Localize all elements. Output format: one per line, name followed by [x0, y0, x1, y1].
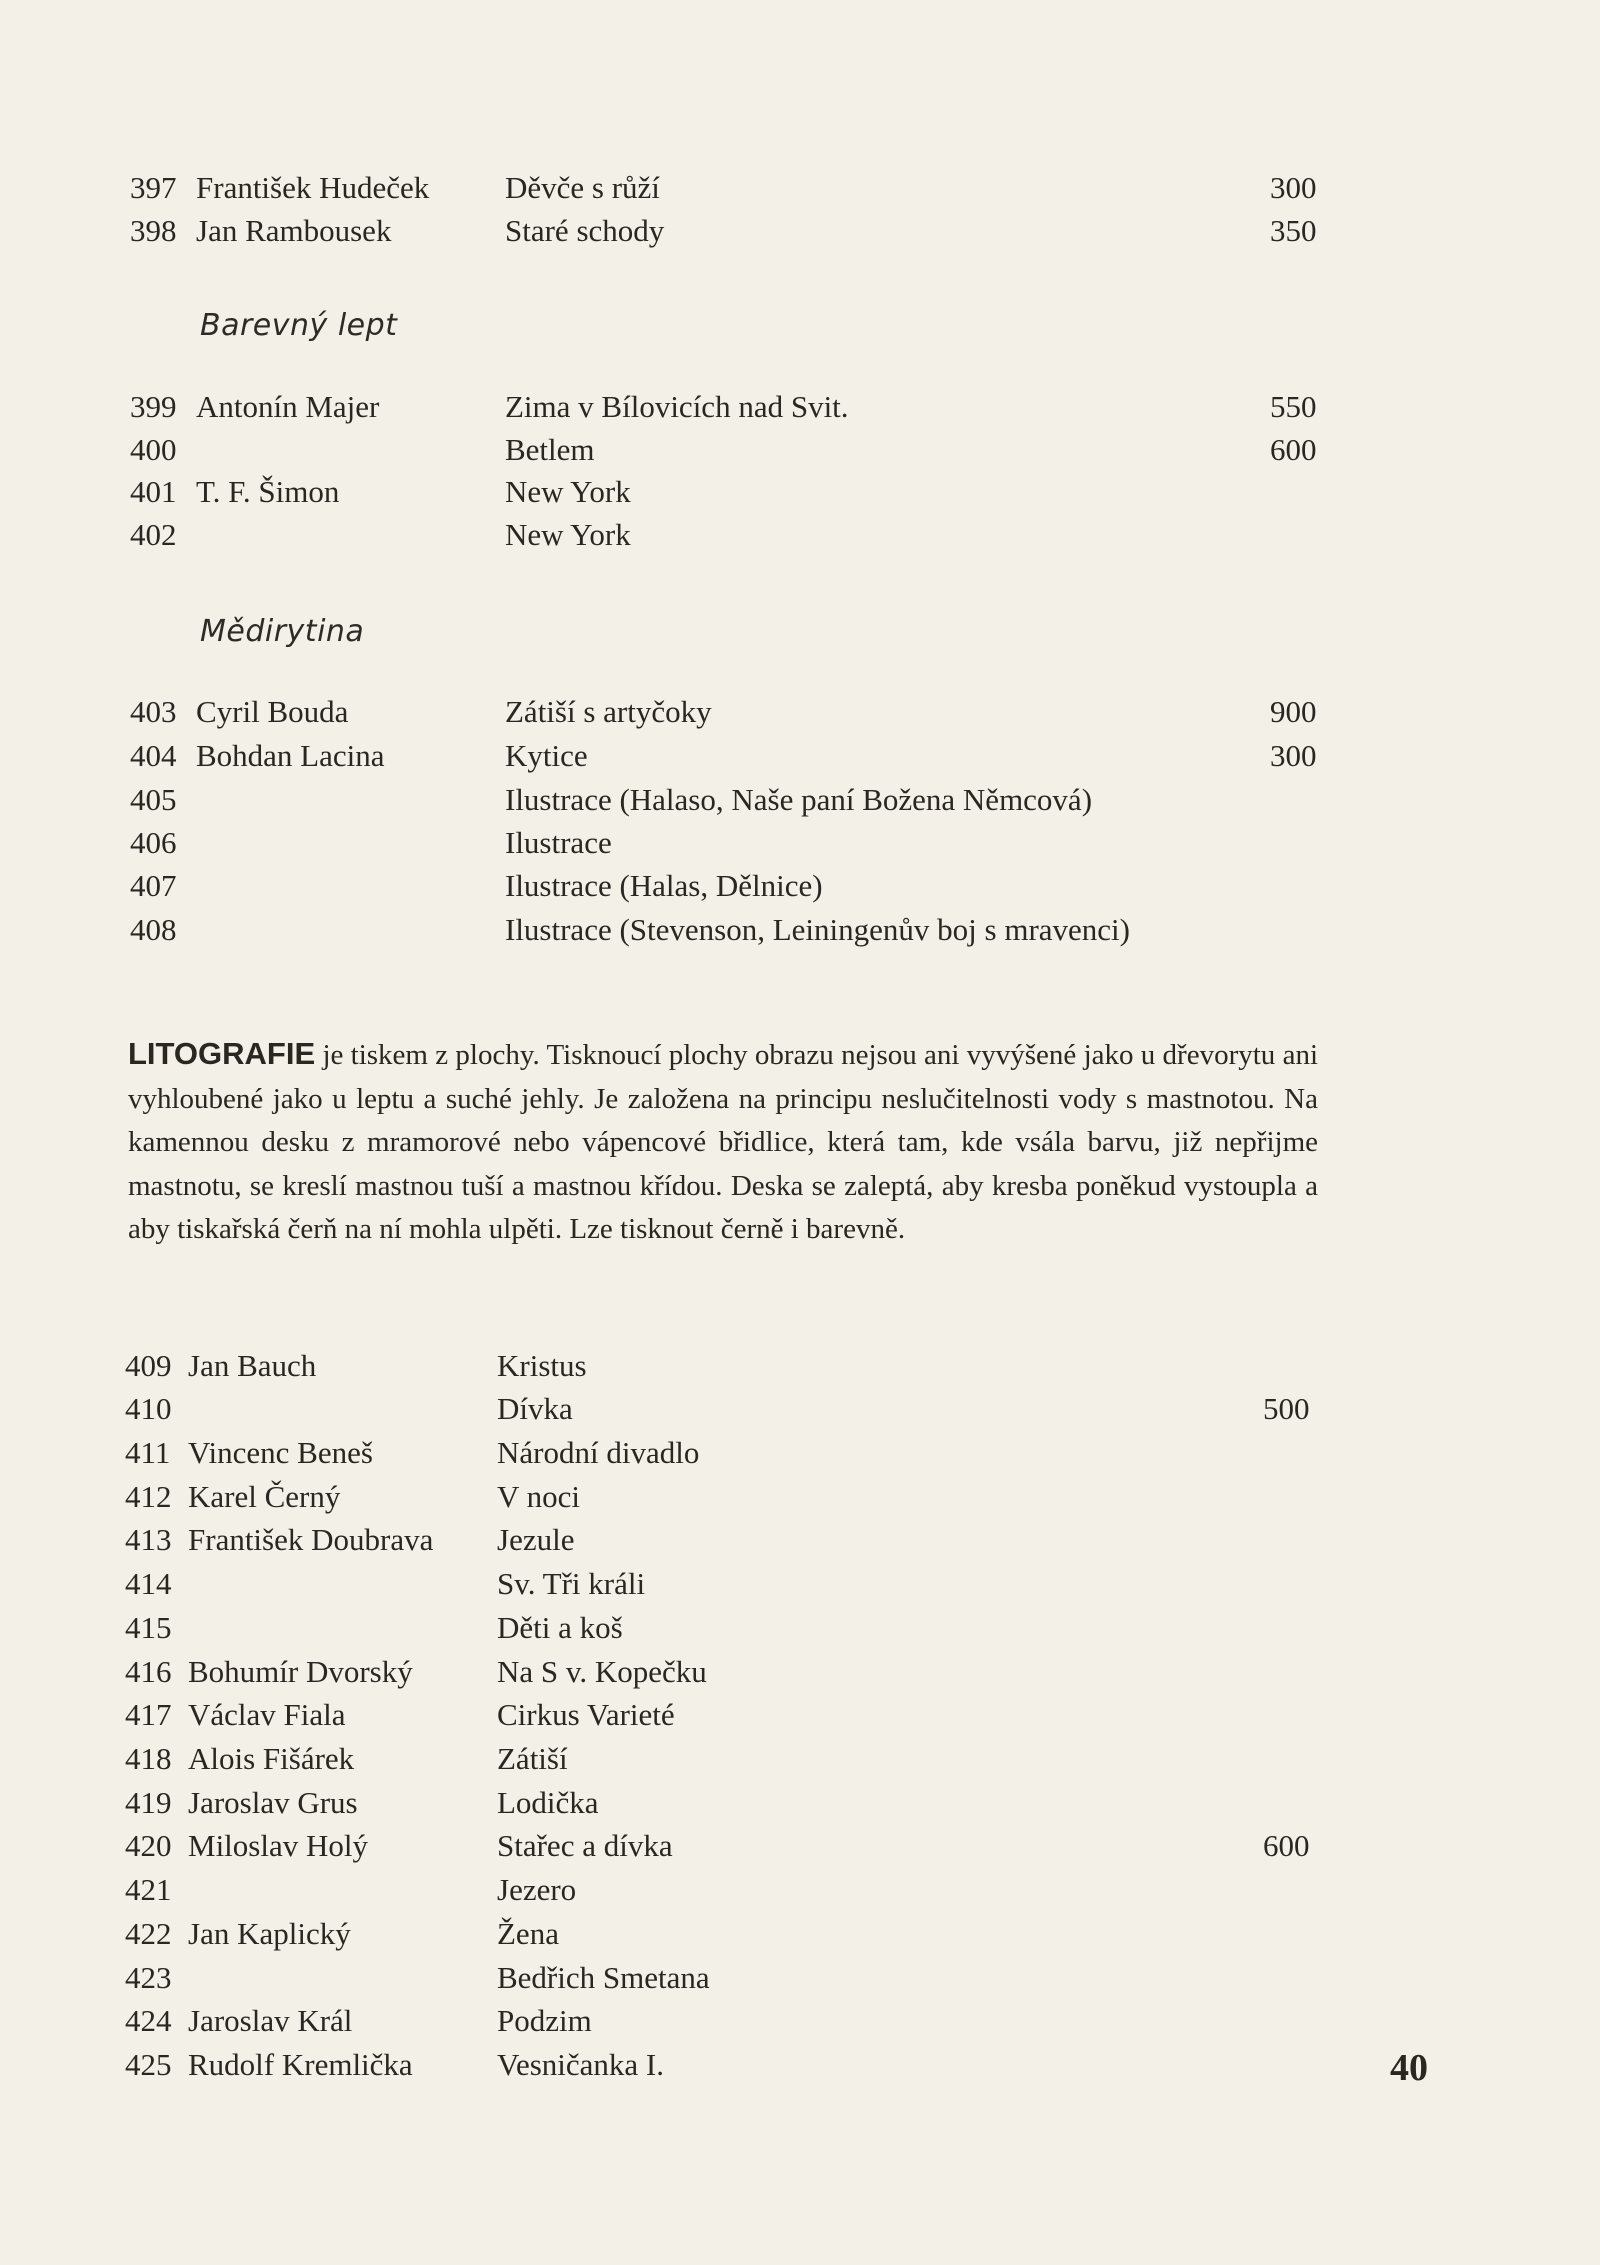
entry-title: Na S v. Kopečku [497, 1654, 707, 1689]
litografie-heading: LITOGRAFIE [128, 1036, 316, 1071]
entry-artist: Jan Bauch [188, 1348, 317, 1383]
entry-title: Lodička [497, 1785, 599, 1820]
entry-number: 422 [125, 1916, 172, 1951]
entry-number: 402 [130, 517, 177, 552]
entry-title: Národní divadlo [497, 1435, 700, 1470]
entry-title: Sv. Tři králi [497, 1566, 646, 1601]
entry-number: 418 [125, 1741, 172, 1776]
section-heading: Mědirytina [200, 614, 365, 649]
entry-artist: Alois Fišárek [188, 1741, 355, 1776]
entry-number: 417 [125, 1697, 172, 1732]
entry-title: Betlem [505, 432, 595, 467]
entry-title: Zátiší [497, 1741, 568, 1776]
entry-artist: Jan Kaplický [188, 1916, 351, 1951]
entry-number: 424 [125, 2003, 172, 2038]
entry-number: 415 [125, 1610, 172, 1645]
entry-number: 399 [130, 389, 177, 424]
entry-number: 425 [125, 2047, 172, 2082]
entry-title: Stařec a dívka [497, 1828, 673, 1863]
entry-number: 401 [130, 474, 177, 509]
entry-title: New York [505, 517, 631, 552]
entry-title: Žena [497, 1916, 559, 1951]
entry-artist: Vincenc Beneš [188, 1435, 373, 1470]
entry-artist: Jaroslav Grus [188, 1785, 358, 1820]
entry-title: Dívka [497, 1391, 573, 1426]
entry-title: Bedřich Smetana [497, 1960, 710, 1995]
entry-artist: František Hudeček [196, 170, 430, 205]
page-number: 40 [1390, 2047, 1428, 2089]
entry-number: 409 [125, 1348, 172, 1383]
entry-number: 420 [125, 1828, 172, 1863]
entry-number: 412 [125, 1479, 172, 1514]
entry-artist: Jaroslav Král [188, 2003, 353, 2038]
entry-price: 300 [1270, 170, 1317, 205]
entry-title: Děti a koš [497, 1610, 623, 1645]
entry-price: 600 [1270, 432, 1317, 467]
entry-artist: Bohumír Dvorský [188, 1654, 413, 1689]
entry-artist: Bohdan Lacina [196, 738, 385, 773]
entry-artist: Miloslav Holý [188, 1828, 368, 1863]
entry-title: Cirkus Varieté [497, 1697, 675, 1732]
entry-artist: Rudolf Kremlička [188, 2047, 413, 2082]
entry-title: Kristus [497, 1348, 587, 1383]
entry-number: 408 [130, 912, 177, 947]
entry-number: 411 [125, 1435, 171, 1470]
entry-number: 421 [125, 1872, 172, 1907]
entry-title: Zátiší s artyčoky [505, 694, 712, 729]
entry-title: New York [505, 474, 631, 509]
entry-title: Jezule [497, 1522, 575, 1557]
entry-title: Děvče s růží [505, 170, 660, 205]
entry-artist: Antonín Majer [196, 389, 380, 424]
entry-title: Vesničanka I. [497, 2047, 664, 2082]
entry-title: Jezero [497, 1872, 577, 1907]
entry-number: 414 [125, 1566, 172, 1601]
litografie-text: je tiskem z plochy. Tisknoucí plochy obrazu nejsou ani vyvýšené jako u dřevorytu ani vyhloubené jako u leptu a suché jehly. Je založena na principu neslučitelnosti vody s mastnotou. Na kamennou desku z mramorové nebo vápencové břidlice, která tam, kde vsála barvu, již nepřijme mastnotu, se kreslí mastnou tuší a mastnou křídou. Deska se zaleptá, aby kresba poněkud vystoupla a aby tiskařská čerň na ní mohla ulpěti. Lze tisknout černě i barevně. [128, 1039, 1319, 1245]
entry-price: 900 [1270, 694, 1317, 729]
entry-artist: Jan Rambousek [196, 213, 392, 248]
litografie-paragraph [128, 1032, 1318, 1252]
entry-number: 423 [125, 1960, 172, 1995]
entry-artist: Cyril Bouda [196, 694, 349, 729]
entry-number: 407 [130, 868, 177, 903]
entry-title: Podzim [497, 2003, 592, 2038]
entry-number: 416 [125, 1654, 172, 1689]
entry-number: 410 [125, 1391, 172, 1426]
entry-title: Ilustrace (Halaso, Naše paní Božena Němcová) [505, 782, 1093, 817]
entry-number: 404 [130, 738, 177, 773]
entry-number: 397 [130, 170, 177, 205]
entry-price: 350 [1270, 213, 1317, 248]
entry-number: 413 [125, 1522, 172, 1557]
entry-artist: Václav Fiala [188, 1697, 346, 1732]
entry-price: 550 [1270, 389, 1317, 424]
entry-price: 500 [1263, 1391, 1310, 1426]
entry-number: 419 [125, 1785, 172, 1820]
entry-price: 600 [1263, 1828, 1310, 1863]
entry-number: 405 [130, 782, 177, 817]
section-heading: Barevný lept [200, 308, 398, 343]
entry-number: 403 [130, 694, 177, 729]
entry-title: Ilustrace [505, 825, 612, 860]
entry-title: Zima v Bílovicích nad Svit. [505, 389, 849, 424]
entry-title: V noci [497, 1479, 580, 1514]
entry-number: 398 [130, 213, 177, 248]
entry-artist: Karel Černý [188, 1479, 341, 1514]
entry-artist: T. F. Šimon [196, 474, 340, 509]
entry-number: 400 [130, 432, 177, 467]
entry-title: Kytice [505, 738, 588, 773]
entry-title: Staré schody [505, 213, 665, 248]
entry-price: 300 [1270, 738, 1317, 773]
entry-number: 406 [130, 825, 177, 860]
entry-title: Ilustrace (Stevenson, Leiningenův boj s mravenci) [505, 912, 1130, 947]
entry-title: Ilustrace (Halas, Dělnice) [505, 868, 823, 903]
entry-artist: František Doubrava [188, 1522, 434, 1557]
